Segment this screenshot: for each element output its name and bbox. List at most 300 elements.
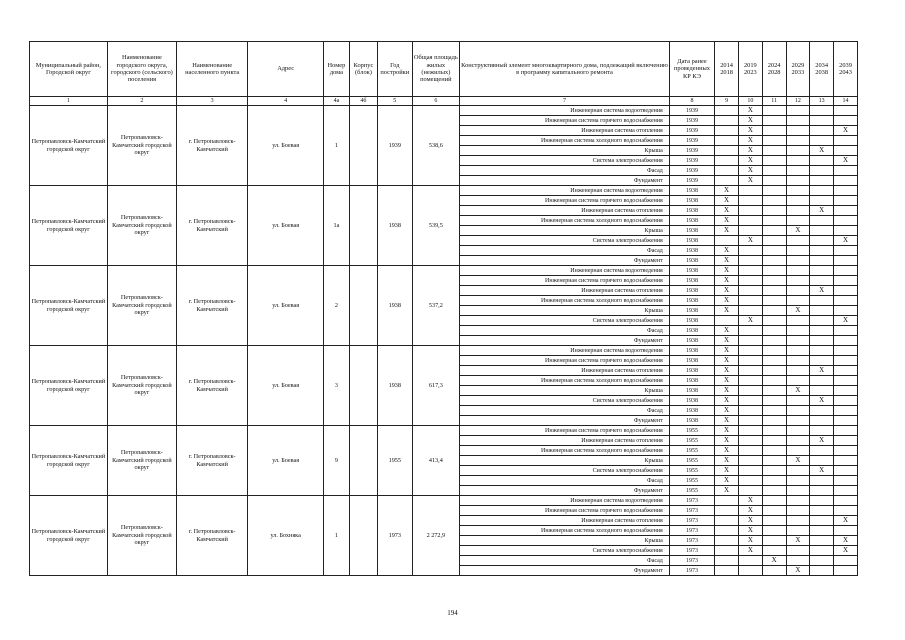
period-mark-cell: Х	[786, 566, 810, 576]
period-mark-cell: Х	[738, 146, 762, 156]
period-mark-cell: Х	[834, 316, 858, 326]
period-mark-cell	[715, 116, 739, 126]
period-mark-cell	[834, 226, 858, 236]
element-cell: Инженерная система холодного водоснабжения	[460, 136, 670, 146]
period-mark-cell	[786, 326, 810, 336]
element-cell: Инженерная система отопления	[460, 436, 670, 446]
period-mark-cell	[834, 166, 858, 176]
period-mark-cell: Х	[715, 256, 739, 266]
period-mark-cell	[715, 506, 739, 516]
settlement-cell: Петропавловск-Камчатский городской округ	[107, 266, 176, 346]
period-mark-cell	[810, 246, 834, 256]
period-mark-cell	[762, 106, 786, 116]
previous-repair-cell: 1973	[669, 546, 714, 556]
period-mark-cell: Х	[715, 486, 739, 496]
period-mark-cell	[786, 406, 810, 416]
period-mark-cell: Х	[786, 536, 810, 546]
period-mark-cell	[762, 436, 786, 446]
period-mark-cell	[810, 446, 834, 456]
column-header: 2039 2043	[834, 42, 858, 97]
period-mark-cell	[810, 326, 834, 336]
period-mark-cell: Х	[715, 306, 739, 316]
period-mark-cell	[786, 396, 810, 406]
period-mark-cell: Х	[738, 166, 762, 176]
column-header: Наименование населенного пункта	[176, 42, 247, 97]
period-mark-cell	[834, 256, 858, 266]
year-cell: 1939	[378, 106, 413, 186]
period-mark-cell: Х	[715, 346, 739, 356]
period-mark-cell	[810, 256, 834, 266]
period-mark-cell	[762, 406, 786, 416]
block-cell	[349, 346, 377, 426]
column-number: 12	[786, 97, 810, 106]
period-mark-cell: Х	[738, 496, 762, 506]
year-cell: 1938	[378, 266, 413, 346]
period-mark-cell	[810, 266, 834, 276]
period-mark-cell	[834, 416, 858, 426]
element-cell: Инженерная система горячего водоснабжения	[460, 426, 670, 436]
period-mark-cell: Х	[715, 476, 739, 486]
period-mark-cell	[834, 296, 858, 306]
period-mark-cell: Х	[715, 286, 739, 296]
period-mark-cell: Х	[715, 436, 739, 446]
period-mark-cell	[786, 256, 810, 266]
element-cell: Фундамент	[460, 566, 670, 576]
area-cell: 617,3	[412, 346, 460, 426]
street-cell: ул. Бохняка	[248, 496, 324, 576]
period-mark-cell	[834, 446, 858, 456]
period-mark-cell	[810, 276, 834, 286]
column-header: Корпус (блок)	[349, 42, 377, 97]
column-number: 1	[30, 97, 108, 106]
period-mark-cell	[810, 216, 834, 226]
period-mark-cell	[762, 196, 786, 206]
column-number: 7	[460, 97, 670, 106]
block-cell	[349, 426, 377, 496]
street-cell: ул. Боевая	[248, 346, 324, 426]
period-mark-cell	[738, 246, 762, 256]
period-mark-cell	[834, 176, 858, 186]
period-mark-cell: Х	[715, 186, 739, 196]
period-mark-cell	[834, 366, 858, 376]
period-mark-cell	[738, 486, 762, 496]
period-mark-cell	[786, 316, 810, 326]
period-mark-cell	[762, 236, 786, 246]
period-mark-cell	[834, 186, 858, 196]
period-mark-cell	[834, 276, 858, 286]
period-mark-cell	[762, 136, 786, 146]
period-mark-cell: Х	[738, 316, 762, 326]
period-mark-cell	[762, 126, 786, 136]
element-cell: Фасад	[460, 326, 670, 336]
previous-repair-cell: 1939	[669, 116, 714, 126]
locality-cell: г. Петропавловск-Камчатский	[176, 266, 247, 346]
block-cell	[349, 186, 377, 266]
previous-repair-cell: 1938	[669, 366, 714, 376]
period-mark-cell	[786, 486, 810, 496]
district-cell: Петропавловск-Камчатский городской округ	[30, 426, 108, 496]
period-mark-cell	[762, 546, 786, 556]
period-mark-cell	[834, 356, 858, 366]
period-mark-cell	[810, 426, 834, 436]
previous-repair-cell: 1955	[669, 446, 714, 456]
period-mark-cell	[810, 486, 834, 496]
period-mark-cell	[786, 106, 810, 116]
element-cell: Инженерная система водоотведения	[460, 106, 670, 116]
period-mark-cell	[715, 156, 739, 166]
element-cell: Крыша	[460, 386, 670, 396]
period-mark-cell	[834, 196, 858, 206]
period-mark-cell	[738, 446, 762, 456]
period-mark-cell	[786, 436, 810, 446]
house-number-cell: 1а	[323, 186, 349, 266]
element-cell: Система электроснабжения	[460, 236, 670, 246]
period-mark-cell	[834, 426, 858, 436]
period-mark-cell	[715, 496, 739, 506]
period-mark-cell	[715, 236, 739, 246]
period-mark-cell	[762, 296, 786, 306]
period-mark-cell	[786, 246, 810, 256]
period-mark-cell	[762, 376, 786, 386]
previous-repair-cell: 1973	[669, 496, 714, 506]
period-mark-cell: Х	[738, 236, 762, 246]
element-cell: Инженерная система водоотведения	[460, 266, 670, 276]
period-mark-cell	[834, 106, 858, 116]
previous-repair-cell: 1938	[669, 196, 714, 206]
period-mark-cell	[834, 436, 858, 446]
period-mark-cell	[786, 136, 810, 146]
element-cell: Фасад	[460, 166, 670, 176]
period-mark-cell	[810, 386, 834, 396]
element-cell: Система электроснабжения	[460, 396, 670, 406]
column-header: 2034 2038	[810, 42, 834, 97]
period-mark-cell	[762, 326, 786, 336]
period-mark-cell	[786, 206, 810, 216]
period-mark-cell	[762, 286, 786, 296]
column-header: 2014 2018	[715, 42, 739, 97]
element-cell: Инженерная система горячего водоснабжения	[460, 356, 670, 366]
period-mark-cell	[834, 216, 858, 226]
block-cell	[349, 266, 377, 346]
period-mark-cell	[738, 336, 762, 346]
period-mark-cell	[810, 506, 834, 516]
element-cell: Инженерная система водоотведения	[460, 346, 670, 356]
element-cell: Фундамент	[460, 336, 670, 346]
street-cell: ул. Боевая	[248, 426, 324, 496]
period-mark-cell	[738, 426, 762, 436]
period-mark-cell	[762, 146, 786, 156]
column-header: Адрес	[248, 42, 324, 97]
period-mark-cell: Х	[810, 286, 834, 296]
period-mark-cell	[762, 496, 786, 506]
column-number: 2	[107, 97, 176, 106]
year-cell: 1955	[378, 426, 413, 496]
period-mark-cell	[715, 556, 739, 566]
period-mark-cell: Х	[834, 516, 858, 526]
period-mark-cell	[762, 446, 786, 456]
street-cell: ул. Боевая	[248, 266, 324, 346]
period-mark-cell	[834, 136, 858, 146]
locality-cell: г. Петропавловск-Камчатский	[176, 426, 247, 496]
period-mark-cell: Х	[738, 116, 762, 126]
period-mark-cell: Х	[715, 426, 739, 436]
period-mark-cell	[786, 556, 810, 566]
period-mark-cell	[786, 216, 810, 226]
period-mark-cell	[715, 136, 739, 146]
period-mark-cell	[762, 246, 786, 256]
element-cell: Инженерная система отопления	[460, 126, 670, 136]
period-mark-cell	[810, 106, 834, 116]
year-cell: 1973	[378, 496, 413, 576]
period-mark-cell	[834, 386, 858, 396]
period-mark-cell	[810, 316, 834, 326]
period-mark-cell: Х	[715, 336, 739, 346]
period-mark-cell: Х	[786, 306, 810, 316]
previous-repair-cell: 1938	[669, 186, 714, 196]
period-mark-cell	[810, 166, 834, 176]
element-cell: Инженерная система холодного водоснабжения	[460, 526, 670, 536]
previous-repair-cell: 1955	[669, 466, 714, 476]
period-mark-cell: Х	[786, 456, 810, 466]
period-mark-cell	[786, 266, 810, 276]
period-mark-cell	[834, 336, 858, 346]
previous-repair-cell: 1938	[669, 256, 714, 266]
period-mark-cell	[786, 446, 810, 456]
period-mark-cell: Х	[715, 276, 739, 286]
period-mark-cell	[810, 226, 834, 236]
period-mark-cell	[786, 186, 810, 196]
period-mark-cell	[738, 296, 762, 306]
period-mark-cell: Х	[715, 396, 739, 406]
element-cell: Крыша	[460, 306, 670, 316]
period-mark-cell	[786, 506, 810, 516]
period-mark-cell: Х	[810, 436, 834, 446]
period-mark-cell	[762, 306, 786, 316]
previous-repair-cell: 1938	[669, 416, 714, 426]
previous-repair-cell: 1938	[669, 386, 714, 396]
period-mark-cell	[834, 326, 858, 336]
previous-repair-cell: 1955	[669, 456, 714, 466]
table-row	[30, 106, 858, 116]
area-cell: 538,6	[412, 106, 460, 186]
previous-repair-cell: 1955	[669, 426, 714, 436]
column-number: 9	[715, 97, 739, 106]
period-mark-cell: Х	[738, 106, 762, 116]
period-mark-cell	[762, 506, 786, 516]
period-mark-cell	[810, 136, 834, 146]
period-mark-cell	[738, 306, 762, 316]
period-mark-cell	[834, 206, 858, 216]
element-cell: Инженерная система отопления	[460, 206, 670, 216]
period-mark-cell: Х	[834, 126, 858, 136]
column-header: Общая площадь жилых (нежилых) помещений	[412, 42, 460, 97]
period-mark-cell	[786, 336, 810, 346]
period-mark-cell	[762, 206, 786, 216]
element-cell: Фундамент	[460, 416, 670, 426]
element-cell: Инженерная система водоотведения	[460, 496, 670, 506]
period-mark-cell: Х	[738, 156, 762, 166]
house-number-cell: 3	[323, 346, 349, 426]
period-mark-cell	[786, 526, 810, 536]
district-cell: Петропавловск-Камчатский городской округ	[30, 106, 108, 186]
period-mark-cell	[738, 266, 762, 276]
column-header: 2019 2023	[738, 42, 762, 97]
previous-repair-cell: 1938	[669, 276, 714, 286]
period-mark-cell	[762, 466, 786, 476]
period-mark-cell	[786, 276, 810, 286]
settlement-cell: Петропавловск-Камчатский городской округ	[107, 496, 176, 576]
period-mark-cell	[738, 416, 762, 426]
period-mark-cell: Х	[834, 236, 858, 246]
period-mark-cell	[786, 166, 810, 176]
column-number: 5	[378, 97, 413, 106]
column-number: 14	[834, 97, 858, 106]
period-mark-cell: Х	[715, 416, 739, 426]
period-mark-cell: Х	[715, 356, 739, 366]
column-number: 6	[412, 97, 460, 106]
block-cell	[349, 106, 377, 186]
column-number: 10	[738, 97, 762, 106]
period-mark-cell	[715, 146, 739, 156]
period-mark-cell	[738, 256, 762, 266]
column-number: 8	[669, 97, 714, 106]
year-cell: 1938	[378, 346, 413, 426]
program-table	[29, 41, 858, 576]
period-mark-cell	[738, 186, 762, 196]
element-cell: Инженерная система холодного водоснабжения	[460, 376, 670, 386]
period-mark-cell	[834, 466, 858, 476]
header-row	[30, 42, 858, 97]
page-number: 194	[447, 609, 458, 617]
period-mark-cell	[762, 346, 786, 356]
settlement-cell: Петропавловск-Камчатский городской округ	[107, 186, 176, 266]
house-number-cell: 2	[323, 266, 349, 346]
previous-repair-cell: 1938	[669, 406, 714, 416]
period-mark-cell	[762, 166, 786, 176]
element-cell: Инженерная система горячего водоснабжения	[460, 116, 670, 126]
previous-repair-cell: 1938	[669, 296, 714, 306]
period-mark-cell	[786, 126, 810, 136]
column-numbers-row	[30, 97, 858, 106]
period-mark-cell: Х	[834, 156, 858, 166]
element-cell: Инженерная система горячего водоснабжения	[460, 196, 670, 206]
element-cell: Система электроснабжения	[460, 466, 670, 476]
period-mark-cell	[762, 116, 786, 126]
period-mark-cell	[810, 236, 834, 246]
period-mark-cell	[786, 366, 810, 376]
table-row	[30, 496, 858, 506]
period-mark-cell	[762, 426, 786, 436]
period-mark-cell	[762, 216, 786, 226]
period-mark-cell: Х	[715, 266, 739, 276]
period-mark-cell	[786, 376, 810, 386]
period-mark-cell	[786, 426, 810, 436]
period-mark-cell	[810, 406, 834, 416]
element-cell: Инженерная система водоотведения	[460, 186, 670, 196]
column-header: Номер дома	[323, 42, 349, 97]
period-mark-cell	[738, 226, 762, 236]
period-mark-cell	[762, 476, 786, 486]
previous-repair-cell: 1938	[669, 286, 714, 296]
period-mark-cell	[762, 416, 786, 426]
element-cell: Система электроснабжения	[460, 546, 670, 556]
period-mark-cell	[786, 196, 810, 206]
previous-repair-cell: 1938	[669, 346, 714, 356]
period-mark-cell	[762, 516, 786, 526]
previous-repair-cell: 1939	[669, 176, 714, 186]
period-mark-cell	[786, 236, 810, 246]
previous-repair-cell: 1973	[669, 526, 714, 536]
street-cell: ул. Боевая	[248, 106, 324, 186]
period-mark-cell	[810, 296, 834, 306]
period-mark-cell	[810, 156, 834, 166]
locality-cell: г. Петропавловск-Камчатский	[176, 106, 247, 186]
period-mark-cell: Х	[738, 176, 762, 186]
column-header: Муниципальный район, Городской округ	[30, 42, 108, 97]
period-mark-cell: Х	[810, 466, 834, 476]
element-cell: Крыша	[460, 146, 670, 156]
previous-repair-cell: 1938	[669, 326, 714, 336]
period-mark-cell	[834, 566, 858, 576]
period-mark-cell	[738, 386, 762, 396]
period-mark-cell	[738, 356, 762, 366]
period-mark-cell	[834, 506, 858, 516]
previous-repair-cell: 1973	[669, 556, 714, 566]
previous-repair-cell: 1938	[669, 316, 714, 326]
element-cell: Инженерная система отопления	[460, 516, 670, 526]
street-cell: ул. Боевая	[248, 186, 324, 266]
period-mark-cell	[810, 196, 834, 206]
period-mark-cell: Х	[715, 466, 739, 476]
period-mark-cell: Х	[715, 326, 739, 336]
period-mark-cell	[810, 516, 834, 526]
column-header: Наименование городского округа, городского (сельского) поселения	[107, 42, 176, 97]
period-mark-cell	[810, 126, 834, 136]
house-number-cell: 1	[323, 496, 349, 576]
column-header: Конструктивный элемент многоквартирного дома, подлежащий включению в программу капитального ремонта	[460, 42, 670, 97]
house-number-cell: 1	[323, 106, 349, 186]
period-mark-cell	[715, 566, 739, 576]
period-mark-cell	[786, 546, 810, 556]
locality-cell: г. Петропавловск-Камчатский	[176, 496, 247, 576]
period-mark-cell	[738, 216, 762, 226]
house-number-cell: 9	[323, 426, 349, 496]
settlement-cell: Петропавловск-Камчатский городской округ	[107, 426, 176, 496]
column-number: 11	[762, 97, 786, 106]
previous-repair-cell: 1939	[669, 166, 714, 176]
element-cell: Система электроснабжения	[460, 316, 670, 326]
element-cell: Фасад	[460, 556, 670, 566]
district-cell: Петропавловск-Камчатский городской округ	[30, 496, 108, 576]
period-mark-cell: Х	[715, 246, 739, 256]
element-cell: Фасад	[460, 476, 670, 486]
previous-repair-cell: 1955	[669, 436, 714, 446]
element-cell: Крыша	[460, 536, 670, 546]
period-mark-cell: Х	[762, 556, 786, 566]
column-number: 13	[810, 97, 834, 106]
previous-repair-cell: 1939	[669, 156, 714, 166]
column-number: 3	[176, 97, 247, 106]
period-mark-cell	[762, 386, 786, 396]
period-mark-cell	[810, 496, 834, 506]
period-mark-cell	[786, 296, 810, 306]
period-mark-cell	[786, 116, 810, 126]
period-mark-cell	[834, 246, 858, 256]
period-mark-cell	[762, 356, 786, 366]
period-mark-cell	[834, 496, 858, 506]
period-mark-cell	[810, 346, 834, 356]
area-cell: 2 272,9	[412, 496, 460, 576]
